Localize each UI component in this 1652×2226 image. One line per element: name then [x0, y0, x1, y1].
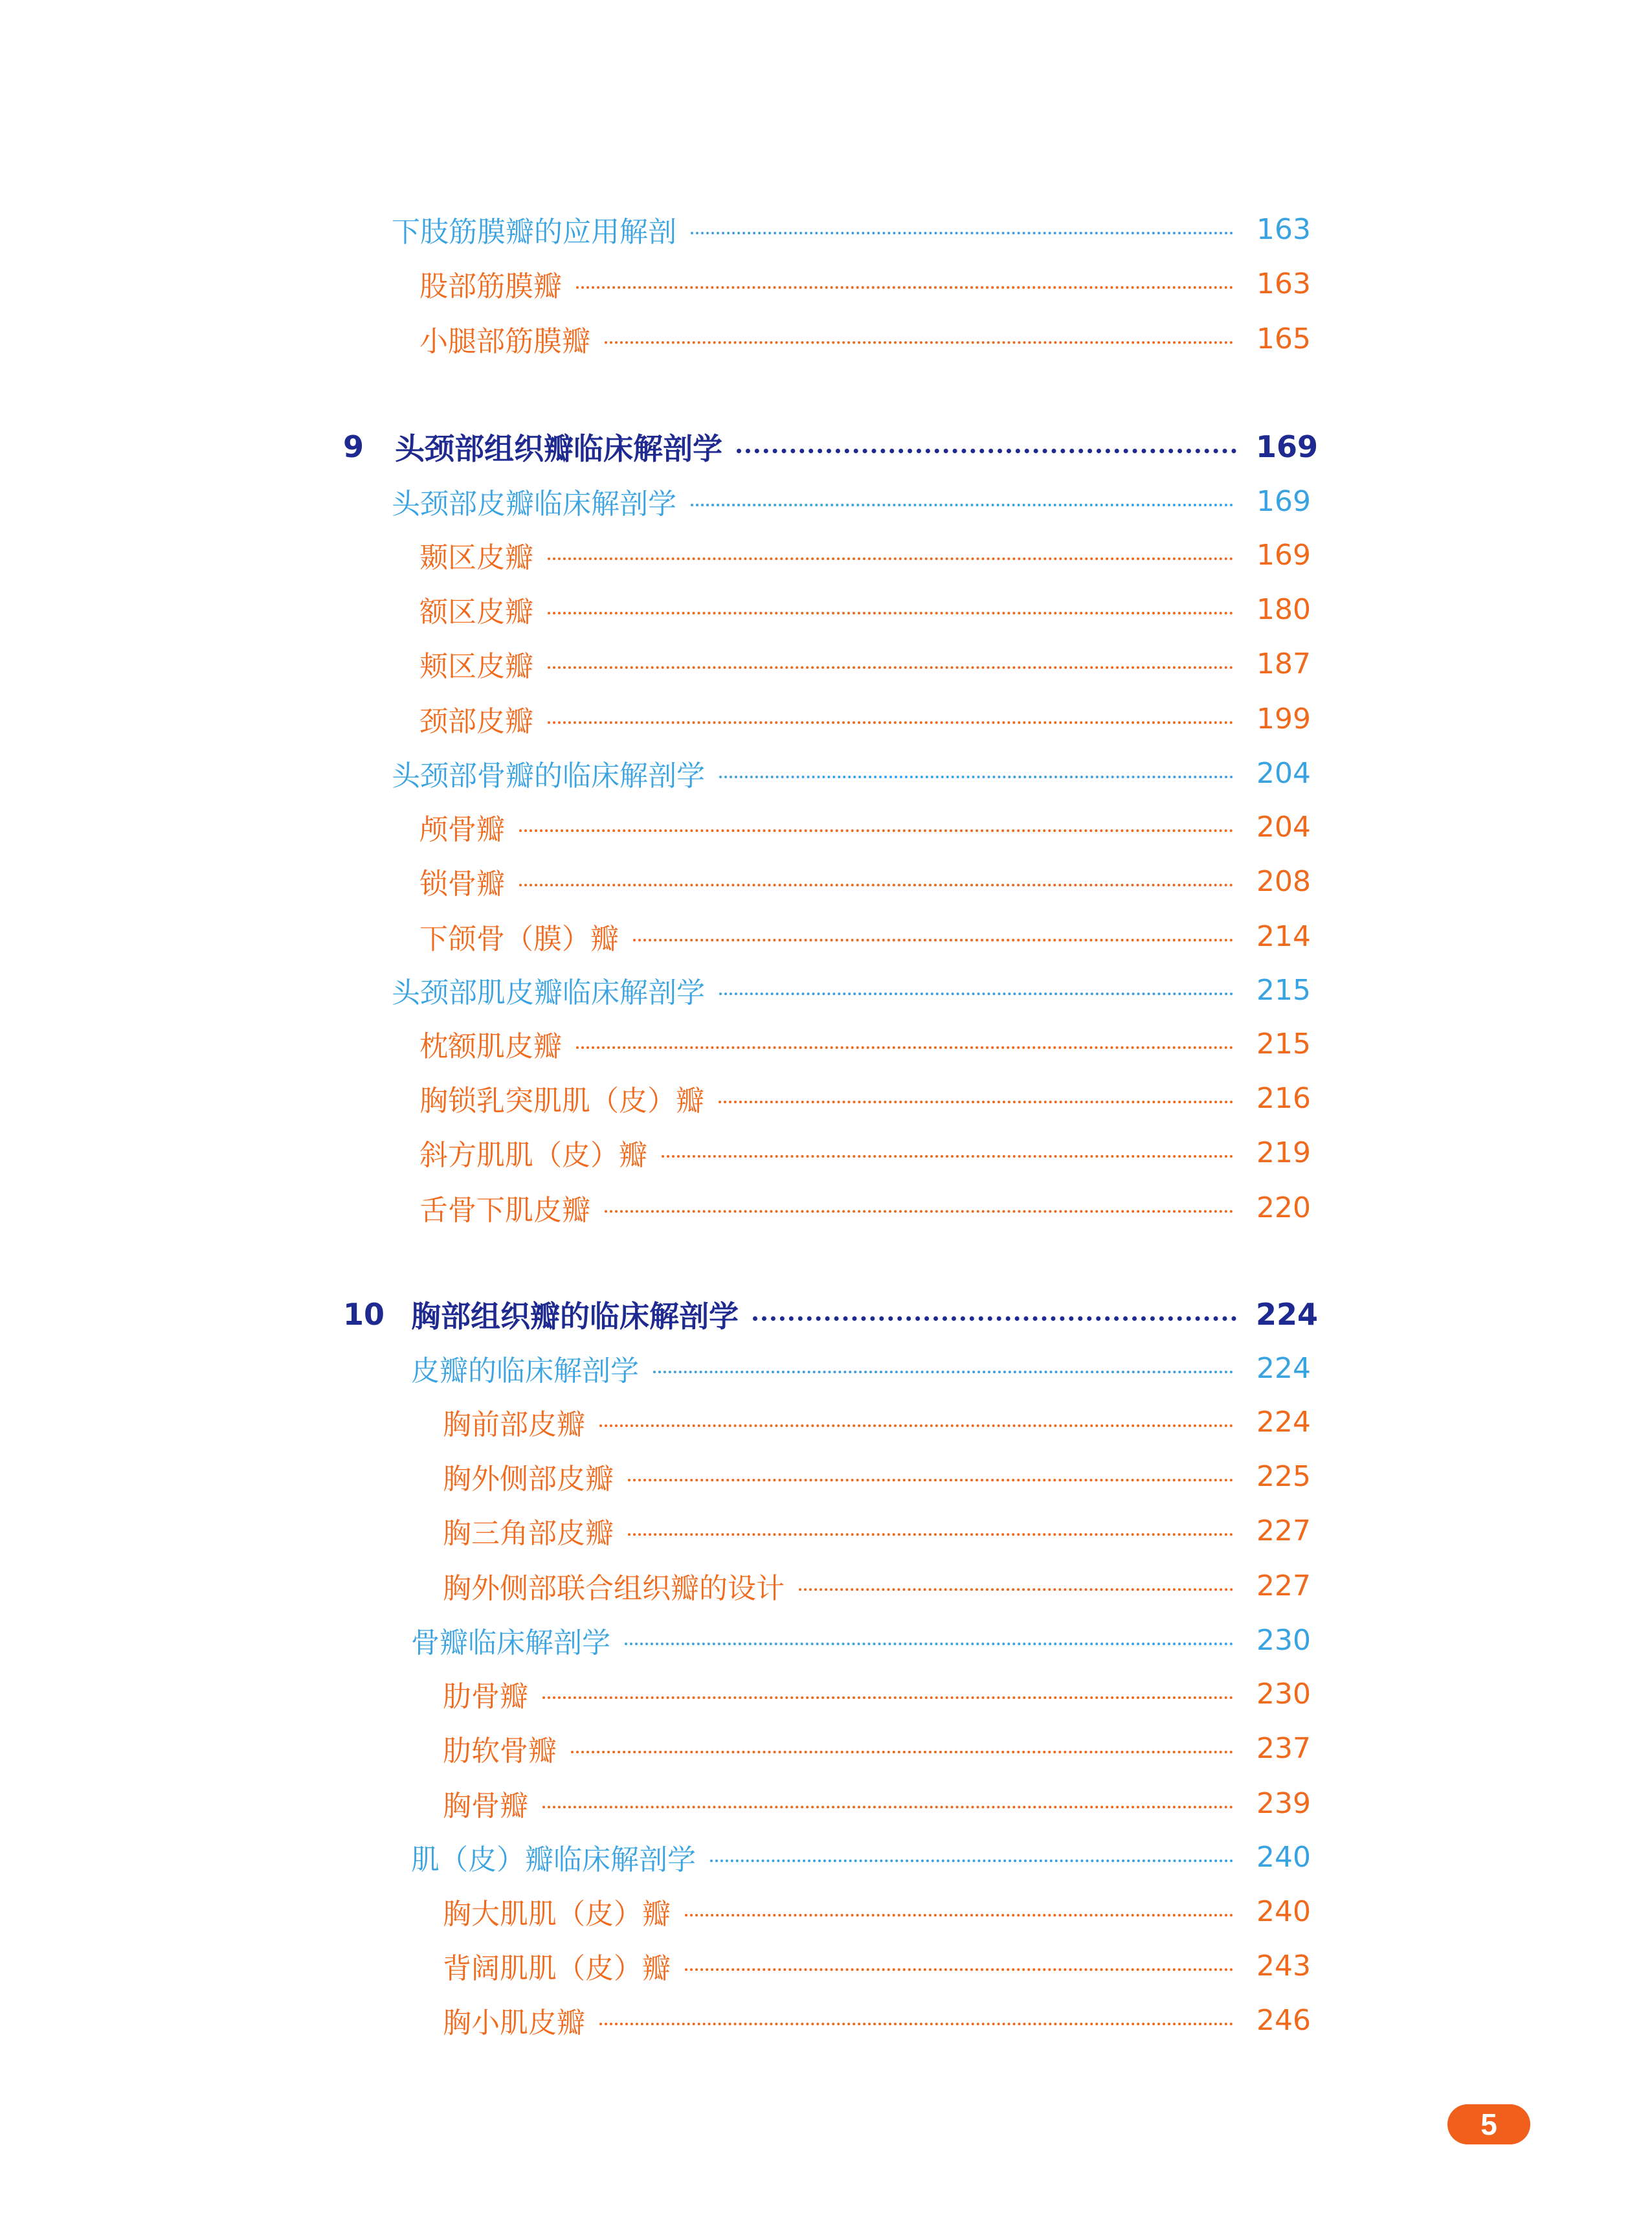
dot-leader [719, 993, 1233, 995]
dot-leader [519, 884, 1233, 886]
toc-entry-title: 胸外侧部联合组织瓣的设计 [443, 1572, 785, 1605]
dot-leader [662, 1155, 1233, 1158]
dot-leader [710, 1860, 1233, 1862]
toc-entry-page: 224 [1256, 1351, 1311, 1385]
chapter-page: 169 [1256, 429, 1319, 464]
toc-entry-page: 204 [1256, 810, 1311, 844]
dot-leader [691, 232, 1233, 234]
toc-entry-page: 169 [1256, 484, 1311, 518]
toc-entry-title: 肋骨瓣 [443, 1680, 528, 1713]
toc-entry-title: 颞区皮瓣 [419, 541, 533, 574]
toc-section-entry[interactable] [411, 1345, 1311, 1391]
toc-entry-page: 224 [1256, 1405, 1311, 1439]
toc-entry-page: 215 [1256, 973, 1311, 1007]
chapter-number: 10 [343, 1297, 385, 1332]
toc-section-entry[interactable] [411, 1617, 1311, 1663]
toc-entry-page: 243 [1256, 1949, 1311, 1983]
dot-leader [719, 776, 1233, 778]
toc-item-entry[interactable] [419, 640, 1311, 687]
toc-entry-page: 240 [1256, 1894, 1311, 1928]
dot-leader [605, 341, 1233, 344]
toc-item-entry[interactable] [419, 913, 1311, 960]
toc-item-entry[interactable] [419, 260, 1311, 307]
dot-leader [685, 1914, 1233, 1917]
toc-entry-page: 163 [1256, 212, 1311, 246]
toc-entry-title: 胸大肌肌（皮）瓣 [443, 1898, 671, 1931]
toc-section-entry[interactable] [392, 967, 1311, 1013]
toc-entry-title: 下肢筋膜瓣的应用解剖 [392, 216, 676, 249]
toc-entry-title: 皮瓣的临床解剖学 [411, 1355, 639, 1388]
toc-chapter-9[interactable] [343, 423, 1319, 470]
toc-entry-page: 187 [1256, 647, 1311, 680]
toc-entry-page: 237 [1256, 1731, 1311, 1765]
toc-item-entry[interactable] [443, 1670, 1311, 1717]
toc-item-entry[interactable] [443, 1997, 1311, 2043]
toc-item-entry[interactable] [443, 1942, 1311, 1989]
dot-leader [542, 1696, 1233, 1699]
toc-entry-title: 额区皮瓣 [419, 596, 533, 629]
toc-item-entry[interactable] [419, 695, 1311, 742]
toc-entry-page: 165 [1256, 322, 1311, 355]
toc-item-entry[interactable] [419, 586, 1311, 633]
toc-entry-title: 下颌骨（膜）瓣 [419, 923, 619, 956]
toc-entry-title: 胸锁乳突肌肌（皮）瓣 [419, 1085, 704, 1118]
dot-leader [653, 1371, 1233, 1373]
dot-leader [685, 1968, 1233, 1971]
dot-leader [605, 1210, 1233, 1213]
toc-section-entry[interactable] [392, 478, 1311, 524]
toc-item-entry[interactable] [419, 315, 1311, 362]
toc-section-entry[interactable] [392, 206, 1311, 253]
toc-entry-page: 214 [1256, 919, 1311, 953]
toc-entry-title: 背阔肌肌（皮）瓣 [443, 1952, 671, 1985]
toc-item-entry[interactable] [419, 858, 1311, 905]
dot-leader [799, 1588, 1233, 1591]
toc-item-entry[interactable] [419, 804, 1311, 850]
toc-entry-page: 220 [1256, 1191, 1311, 1224]
dot-leader [548, 721, 1233, 724]
dot-leader [719, 1101, 1233, 1103]
toc-item-entry[interactable] [419, 1020, 1311, 1067]
toc-entry-page: 163 [1256, 267, 1311, 300]
toc-entry-title: 舌骨下肌皮瓣 [419, 1194, 590, 1227]
dot-leader [599, 2023, 1233, 2025]
toc-entry-title: 锁骨瓣 [419, 868, 505, 901]
toc-entry-title: 胸外侧部皮瓣 [443, 1463, 614, 1496]
toc-item-entry[interactable] [443, 1453, 1311, 1500]
toc-item-entry[interactable] [419, 532, 1311, 578]
page-number-badge [1447, 2104, 1530, 2144]
dot-leader [625, 1643, 1233, 1645]
toc-entry-title: 胸前部皮瓣 [443, 1408, 585, 1441]
toc-entry-title: 股部筋膜瓣 [419, 270, 562, 303]
dot-leader [599, 1424, 1233, 1427]
dot-leader [628, 1533, 1233, 1536]
toc-entry-page: 230 [1256, 1623, 1311, 1657]
dot-leader [576, 1046, 1233, 1049]
toc-chapter-10[interactable] [343, 1291, 1319, 1338]
toc-entry-page: 219 [1256, 1136, 1311, 1169]
toc-entry-title: 颈部皮瓣 [419, 705, 533, 738]
toc-entry-page: 225 [1256, 1459, 1311, 1493]
toc-entry-title: 头颈部皮瓣临床解剖学 [392, 488, 676, 521]
toc-entry-title: 肌（皮）瓣临床解剖学 [411, 1843, 696, 1876]
toc-entry-title: 枕额肌皮瓣 [419, 1030, 562, 1063]
page-number: 5 [1480, 2108, 1497, 2141]
toc-item-entry[interactable] [419, 1184, 1311, 1231]
toc-entry-page: 216 [1256, 1081, 1311, 1115]
toc-item-entry[interactable] [443, 1725, 1311, 1771]
toc-item-entry[interactable] [443, 1780, 1311, 1827]
toc-entry-title: 头颈部肌皮瓣临床解剖学 [392, 976, 705, 1009]
toc-item-entry[interactable] [419, 1129, 1311, 1176]
dot-leader [691, 504, 1233, 506]
dot-leader [737, 449, 1236, 453]
dot-leader [571, 1751, 1233, 1753]
toc-section-entry[interactable] [392, 750, 1311, 796]
dot-leader [633, 939, 1233, 941]
toc-entry-title: 胸小肌皮瓣 [443, 2007, 585, 2040]
toc-item-entry[interactable] [443, 1399, 1311, 1445]
dot-leader [753, 1316, 1236, 1321]
toc-entry-page: 239 [1256, 1786, 1311, 1820]
dot-leader [548, 557, 1233, 560]
toc-entry-title: 颊区皮瓣 [419, 650, 533, 683]
toc-section-entry[interactable] [411, 1834, 1311, 1880]
toc-entry-page: 180 [1256, 592, 1311, 626]
toc-entry-page: 227 [1256, 1514, 1311, 1547]
toc-entry-title: 斜方肌肌（皮）瓣 [419, 1139, 647, 1172]
dot-leader [542, 1806, 1233, 1808]
toc-entry-title: 胸骨瓣 [443, 1790, 528, 1823]
dot-leader [576, 286, 1233, 289]
dot-leader [548, 612, 1233, 614]
chapter-title: 头颈部组织瓣临床解剖学 [395, 431, 722, 466]
toc-entry-page: 199 [1256, 702, 1311, 736]
dot-leader [519, 829, 1233, 832]
toc-entry-page: 240 [1256, 1840, 1311, 1874]
toc-item-entry[interactable] [443, 1562, 1311, 1609]
chapter-page: 224 [1256, 1297, 1319, 1332]
toc-item-entry[interactable] [443, 1888, 1311, 1935]
toc-entry-page: 227 [1256, 1569, 1311, 1602]
toc-entry-title: 颅骨瓣 [419, 813, 505, 846]
toc-entry-page: 169 [1256, 538, 1311, 572]
toc-entry-title: 头颈部骨瓣的临床解剖学 [392, 759, 705, 793]
toc-entry-page: 230 [1256, 1677, 1311, 1711]
toc-entry-title: 小腿部筋膜瓣 [419, 325, 590, 358]
toc-item-entry[interactable] [419, 1075, 1311, 1121]
toc-entry-title: 骨瓣临床解剖学 [411, 1626, 610, 1659]
toc-entry-title: 胸三角部皮瓣 [443, 1517, 614, 1550]
chapter-title: 胸部组织瓣的临床解剖学 [411, 1299, 739, 1334]
toc-item-entry[interactable] [443, 1507, 1311, 1554]
toc-entry-page: 246 [1256, 2003, 1311, 2037]
toc-entry-page: 208 [1256, 864, 1311, 898]
chapter-number: 9 [343, 429, 364, 464]
dot-leader [628, 1479, 1233, 1481]
toc-entry-page: 204 [1256, 756, 1311, 790]
toc-entry-title: 肋软骨瓣 [443, 1735, 557, 1768]
dot-leader [548, 666, 1233, 669]
toc-entry-page: 215 [1256, 1027, 1311, 1061]
